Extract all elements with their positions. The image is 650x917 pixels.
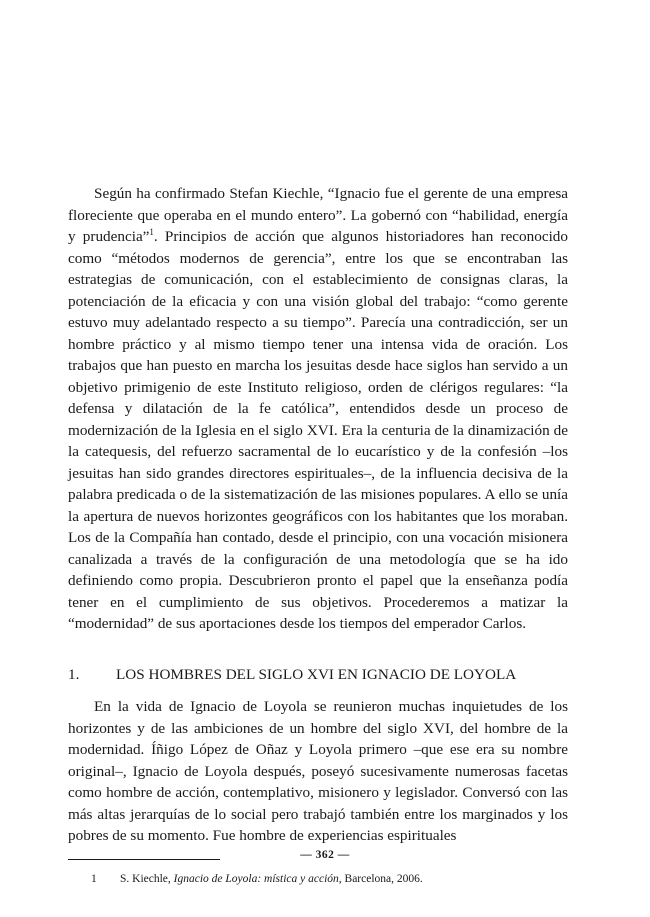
intro-text-part1: Según ha confirmado Stefan Kiechle, “Ignacio fue el gerente de una empresa floreciente que operaba en el mundo entero”. La gobernó con “habilidad, energía y prudencia”	[68, 185, 568, 245]
footnote-text	[120, 872, 423, 887]
section-paragraph: En la vida de Ignacio de Loyola se reunieron muchas inquietudes de los horizontes y de las ambiciones de un hombre del siglo XVI, del hombre de la modernidad. Íñigo López de Oñaz y Loyola primero –que ese era su nombre original–, Ignacio de Loyola después, poseyó sucesivamente numerosas facetas como hombre de acción, contemplativo, misionero y legislador. Conversó con las más altas jerarquías de lo social pero trabajó también entre los marginados y los pobres de su momento. Fue hombre de experiencias espirituales	[68, 698, 568, 844]
footnote-book-title: Ignacio de Loyola: mística y acción	[173, 872, 339, 885]
page-body	[68, 183, 568, 887]
footnote-number: 1	[91, 872, 97, 885]
footnote-reference[interactable]: 1	[149, 226, 154, 237]
intro-text-part2: . Principios de acción que algunos historiadores han reconocido como “métodos modernos de gerencia”, entre los que se encontraban las estrategias de comunicación, con el establecimiento de consignas claras, la potenciación de la eficacia y con una visión global del trabajo: “como gerente estuvo muy adelantado respecto a su tiempo”. Parecía una contradicción, ser un hombre práctico y al mismo tiempo tener una intensa vida de oración. Los trabajos que han puesto en marcha los jesuitas desde hace siglos han servido a un objetivo primigenio de este Instituto religioso, orden de clérigos regulares: “la defensa y dilatación de la fe católica”, entendidos desde un proceso de modernización de la Iglesia en el siglo XVI. Era la centuria de la dinamización de la catequesis, del refuerzo sacramental de lo eucarístico y de la confesión –los jesuitas han sido grandes directores espirituales–, de la influencia decisiva de la palabra predicada o de la sistematización de las misiones populares. A ello se unía la apertura de nuevos horizontes geográficos con los habitantes que los moraban. Los de la Compañía han contado, desde el principio, con una vocación misionera canalizada a través de la configuración de una metodología que se ha ido definiendo como propia. Descubrieron pronto el papel que la enseñanza podía tener en el cumplimiento de sus objetivos. Procederemos a matizar la “modernidad” de sus aportaciones desde los tiempos del emperador Carlos.	[68, 228, 568, 632]
intro-paragraph	[68, 183, 568, 635]
section-heading	[68, 664, 568, 686]
section-title: LOS HOMBRES DEL SIGLO XVI EN IGNACIO DE LOYOLA	[116, 665, 517, 683]
page-number: — 362 —	[300, 849, 350, 861]
footnote	[68, 872, 568, 887]
section-number: 1.	[68, 665, 80, 683]
footnote-author: S. Kiechle,	[120, 872, 174, 885]
footnote-rest: , Barcelona, 2006.	[338, 872, 423, 885]
